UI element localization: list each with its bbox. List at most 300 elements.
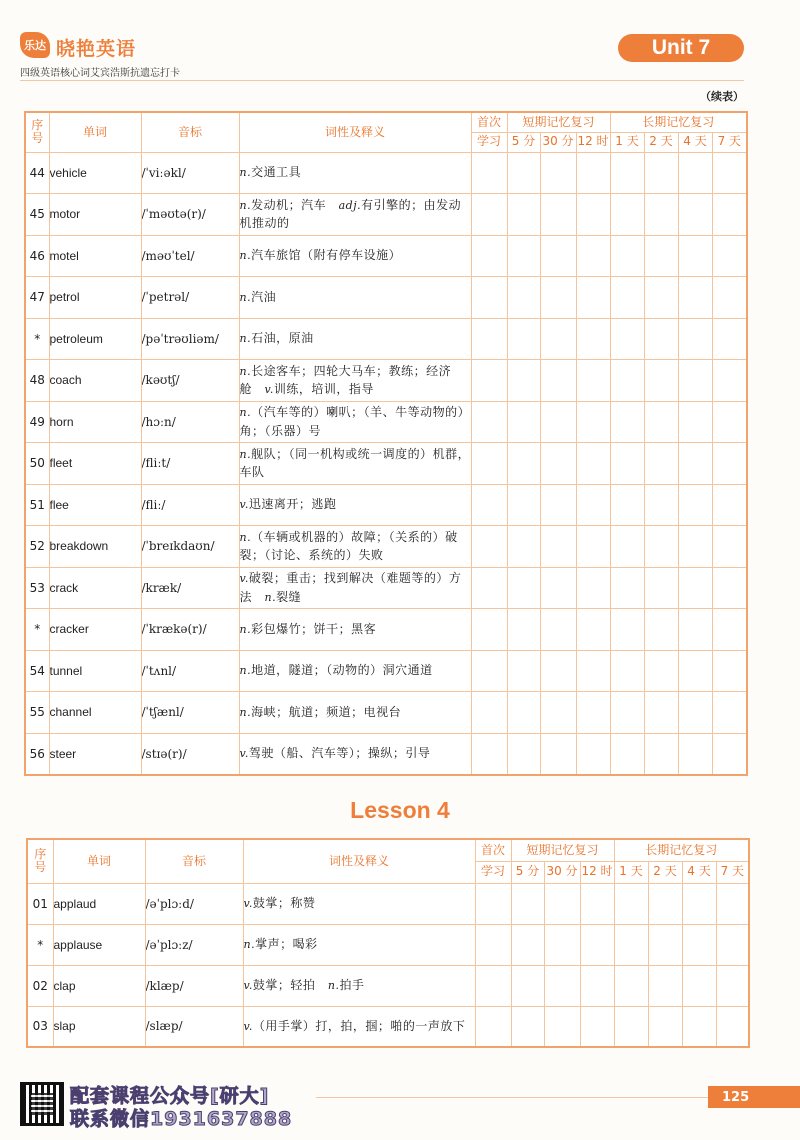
header-long-4d: 4 天 [682, 861, 716, 883]
review-cell-first-study[interactable] [471, 152, 507, 194]
review-cell-first-study[interactable] [471, 277, 507, 319]
table-row [25, 650, 747, 692]
review-cell-short-5min[interactable] [511, 883, 544, 924]
review-cell-short-30min[interactable] [544, 883, 580, 924]
vocab-table-unit7 [24, 111, 748, 776]
review-cell-first-study[interactable] [475, 965, 511, 1006]
row-number: 47 [25, 277, 49, 319]
review-cell-long-2d[interactable] [648, 965, 682, 1006]
review-cell-first-study[interactable] [475, 883, 511, 924]
row-number: * [27, 924, 53, 965]
table-row [25, 401, 747, 443]
review-cell-first-study[interactable] [471, 360, 507, 402]
review-cell-short-30min[interactable] [544, 924, 580, 965]
review-cell-long-4d[interactable] [678, 650, 712, 692]
word-cell: fleet [49, 443, 141, 485]
word-cell: tunnel [49, 650, 141, 692]
phonetic-cell: /ˈkrækə(r)/ [141, 609, 239, 651]
definition-text: 有引擎的；由发动机推动的 [239, 197, 462, 231]
part-of-speech: v. [239, 498, 249, 512]
part-of-speech: n. [239, 664, 252, 678]
review-cell-short-12h[interactable] [580, 1006, 614, 1047]
review-cell-long-2d[interactable] [644, 650, 678, 692]
review-cell-short-5min[interactable] [507, 567, 540, 609]
review-cell-first-study[interactable] [471, 692, 507, 734]
definition-text: 汽车旅馆（附有停车设施） [251, 248, 402, 263]
review-cell-long-7d[interactable] [712, 733, 747, 775]
review-cell-short-5min[interactable] [507, 401, 540, 443]
review-cell-long-1d[interactable] [610, 443, 644, 485]
definition-cell [243, 1006, 475, 1047]
review-cell-short-12h[interactable] [576, 443, 610, 485]
review-cell-long-7d[interactable] [712, 650, 747, 692]
review-cell-long-2d[interactable] [644, 152, 678, 194]
definition-text: 地道，隧道；（动物的）洞穴通道 [251, 663, 433, 678]
part-of-speech: n. [239, 705, 252, 719]
review-cell-short-5min[interactable] [507, 235, 540, 277]
header-long-1d: 1 天 [610, 132, 644, 152]
part-of-speech: n. [264, 590, 277, 604]
review-cell-long-7d[interactable] [712, 401, 747, 443]
table-row [27, 924, 749, 965]
review-cell-short-5min[interactable] [507, 692, 540, 734]
word-cell: breakdown [49, 526, 141, 568]
review-cell-short-12h[interactable] [576, 609, 610, 651]
review-cell-short-5min[interactable] [507, 733, 540, 775]
header-divider [20, 80, 744, 81]
part-of-speech: n. [239, 198, 252, 212]
review-cell-short-5min[interactable] [507, 194, 540, 236]
definition-text: 海峡；航道；频道；电视台 [251, 704, 402, 719]
review-cell-short-30min[interactable] [540, 318, 576, 360]
word-cell: flee [49, 484, 141, 526]
review-cell-long-4d[interactable] [678, 235, 712, 277]
word-cell: motor [49, 194, 141, 236]
review-cell-long-7d[interactable] [712, 318, 747, 360]
review-cell-short-30min[interactable] [540, 401, 576, 443]
review-cell-short-5min[interactable] [507, 526, 540, 568]
definition-cell [239, 152, 471, 194]
review-cell-long-1d[interactable] [614, 924, 648, 965]
row-number: 54 [25, 650, 49, 692]
part-of-speech: v. [264, 383, 274, 397]
review-cell-long-2d[interactable] [644, 526, 678, 568]
definition-text: 鼓掌；轻拍 [252, 978, 316, 993]
row-number: 50 [25, 443, 49, 485]
review-cell-long-4d[interactable] [682, 965, 716, 1006]
review-cell-short-12h[interactable] [576, 650, 610, 692]
review-cell-long-7d[interactable] [716, 924, 749, 965]
review-cell-first-study[interactable] [471, 526, 507, 568]
review-cell-short-5min[interactable] [507, 360, 540, 402]
part-of-speech: n. [239, 530, 252, 544]
review-cell-long-1d[interactable] [610, 526, 644, 568]
review-cell-long-7d[interactable] [712, 692, 747, 734]
definition-cell [239, 733, 471, 775]
part-of-speech: n. [239, 332, 252, 346]
part-of-speech: n. [327, 979, 340, 993]
review-cell-long-2d[interactable] [644, 443, 678, 485]
definition-cell [239, 277, 471, 319]
header-first-study-bottom: 学习 [475, 861, 511, 883]
table-row [25, 526, 747, 568]
phonetic-cell: /fliː/ [141, 484, 239, 526]
review-cell-long-1d[interactable] [610, 609, 644, 651]
table-row [25, 318, 747, 360]
phonetic-cell: /ˈtʃænl/ [141, 692, 239, 734]
word-cell: crack [49, 567, 141, 609]
review-cell-short-30min[interactable] [540, 567, 576, 609]
review-cell-short-30min[interactable] [540, 609, 576, 651]
review-cell-first-study[interactable] [471, 443, 507, 485]
word-cell: cracker [49, 609, 141, 651]
review-cell-long-7d[interactable] [712, 360, 747, 402]
review-cell-short-12h[interactable] [576, 235, 610, 277]
unit-badge: Unit 7 [618, 34, 744, 62]
table-row [25, 152, 747, 194]
row-number: 44 [25, 152, 49, 194]
word-cell: applause [53, 924, 145, 965]
review-cell-short-5min[interactable] [511, 1006, 544, 1047]
row-number: 56 [25, 733, 49, 775]
header-long-4d: 4 天 [678, 132, 712, 152]
header-long-7d: 7 天 [716, 861, 749, 883]
review-cell-long-7d[interactable] [712, 235, 747, 277]
review-cell-long-1d[interactable] [610, 277, 644, 319]
definition-cell [239, 484, 471, 526]
part-of-speech: v. [243, 897, 253, 911]
header-word: 单词 [53, 839, 145, 883]
promo-line-1: 配套课程公众号[研大] [70, 1085, 270, 1107]
review-cell-first-study[interactable] [471, 733, 507, 775]
header-short-5min: 5 分 [511, 861, 544, 883]
review-cell-long-2d[interactable] [644, 277, 678, 319]
review-cell-long-2d[interactable] [644, 194, 678, 236]
row-number: 49 [25, 401, 49, 443]
word-cell: petroleum [49, 318, 141, 360]
review-cell-short-30min[interactable] [540, 484, 576, 526]
review-cell-first-study[interactable] [471, 194, 507, 236]
review-cell-short-12h[interactable] [576, 194, 610, 236]
review-cell-short-12h[interactable] [576, 401, 610, 443]
review-cell-long-4d[interactable] [678, 526, 712, 568]
review-cell-long-4d[interactable] [678, 194, 712, 236]
review-cell-short-5min[interactable] [507, 484, 540, 526]
review-cell-long-7d[interactable] [712, 152, 747, 194]
table-row [25, 567, 747, 609]
review-cell-long-1d[interactable] [610, 194, 644, 236]
header-long-term: 长期记忆复习 [614, 839, 749, 861]
review-cell-long-7d[interactable] [712, 484, 747, 526]
review-cell-long-4d[interactable] [678, 567, 712, 609]
definition-text: 驾驶（船、汽车等）；操纵；引导 [248, 746, 431, 761]
definition-text: 训练，培训，指导 [273, 382, 374, 397]
part-of-speech: n. [239, 249, 252, 263]
phonetic-cell: /ˈməʊtə(r)/ [141, 194, 239, 236]
part-of-speech: v. [239, 747, 249, 761]
footer-divider [316, 1097, 708, 1098]
review-cell-short-30min[interactable] [540, 692, 576, 734]
phonetic-cell: /ˈviːəkl/ [141, 152, 239, 194]
header-short-12h: 12 时 [580, 861, 614, 883]
review-cell-short-12h[interactable] [580, 965, 614, 1006]
review-cell-long-4d[interactable] [678, 484, 712, 526]
review-cell-short-5min[interactable] [507, 152, 540, 194]
table-row [25, 609, 747, 651]
review-cell-long-2d[interactable] [644, 235, 678, 277]
phonetic-cell: /əˈplɔːd/ [145, 883, 243, 924]
review-cell-long-2d[interactable] [644, 318, 678, 360]
review-cell-long-7d[interactable] [712, 194, 747, 236]
part-of-speech: n. [239, 622, 252, 636]
part-of-speech: n. [239, 290, 252, 304]
header-long-term: 长期记忆复习 [610, 112, 747, 132]
review-cell-short-30min[interactable] [540, 733, 576, 775]
review-cell-short-30min[interactable] [540, 443, 576, 485]
header-short-30min: 30 分 [540, 132, 576, 152]
review-cell-long-2d[interactable] [644, 401, 678, 443]
table-row [25, 360, 747, 402]
review-cell-short-30min[interactable] [540, 526, 576, 568]
review-cell-long-1d[interactable] [610, 360, 644, 402]
review-cell-long-2d[interactable] [644, 567, 678, 609]
review-cell-first-study[interactable] [471, 235, 507, 277]
phonetic-cell: /kræk/ [141, 567, 239, 609]
header-word: 单词 [49, 112, 141, 152]
review-cell-long-1d[interactable] [610, 235, 644, 277]
definition-cell [239, 692, 471, 734]
page-number: 125 [708, 1086, 800, 1108]
definition-cell [239, 443, 471, 485]
header-short-30min: 30 分 [544, 861, 580, 883]
word-cell: applaud [53, 883, 145, 924]
review-cell-short-5min[interactable] [507, 443, 540, 485]
review-cell-first-study[interactable] [471, 484, 507, 526]
word-cell: vehicle [49, 152, 141, 194]
review-cell-long-1d[interactable] [614, 965, 648, 1006]
definition-cell [243, 965, 475, 1006]
qr-code [20, 1082, 64, 1126]
definition-cell [243, 924, 475, 965]
part-of-speech: n. [239, 364, 252, 378]
review-cell-long-1d[interactable] [610, 318, 644, 360]
definition-text: 破裂；重击；找到解决（难题等的）方法 [239, 571, 462, 604]
review-cell-short-12h[interactable] [580, 924, 614, 965]
word-cell: steer [49, 733, 141, 775]
phonetic-cell: /ˈbreɪkdaʊn/ [141, 526, 239, 568]
review-cell-long-1d[interactable] [614, 883, 648, 924]
review-cell-long-2d[interactable] [648, 924, 682, 965]
review-cell-short-5min[interactable] [511, 965, 544, 1006]
word-cell: channel [49, 692, 141, 734]
review-cell-first-study[interactable] [471, 567, 507, 609]
word-cell: clap [53, 965, 145, 1006]
row-number: 01 [27, 883, 53, 924]
review-cell-long-4d[interactable] [678, 277, 712, 319]
phonetic-cell: /klæp/ [145, 965, 243, 1006]
review-cell-long-1d[interactable] [610, 692, 644, 734]
header-def: 词性及释义 [239, 112, 471, 152]
definition-text: 迅速离开；逃跑 [248, 497, 337, 512]
review-cell-long-4d[interactable] [678, 152, 712, 194]
review-cell-short-30min[interactable] [540, 194, 576, 236]
definition-cell [239, 401, 471, 443]
review-cell-long-2d[interactable] [644, 484, 678, 526]
phonetic-cell: /məʊˈtel/ [141, 235, 239, 277]
row-number: 51 [25, 484, 49, 526]
review-cell-first-study[interactable] [471, 609, 507, 651]
row-number: * [25, 318, 49, 360]
table-row [25, 484, 747, 526]
definition-cell [239, 360, 471, 402]
part-of-speech: v. [243, 979, 253, 993]
review-cell-short-30min[interactable] [540, 235, 576, 277]
row-number: 03 [27, 1006, 53, 1047]
review-cell-short-12h[interactable] [576, 318, 610, 360]
definition-cell [239, 650, 471, 692]
definition-text: （车辆或机器的）故障；（关系的）破裂；（讨论、系统的）失败 [239, 529, 458, 563]
review-cell-short-30min[interactable] [544, 1006, 580, 1047]
header-ipa: 音标 [141, 112, 239, 152]
review-cell-short-30min[interactable] [544, 965, 580, 1006]
review-cell-long-1d[interactable] [610, 650, 644, 692]
header-num: 序 号 [25, 112, 49, 152]
review-cell-long-4d[interactable] [682, 1006, 716, 1047]
part-of-speech: v. [239, 572, 249, 586]
phonetic-cell: /stɪə(r)/ [141, 733, 239, 775]
phonetic-cell: /hɔːn/ [141, 401, 239, 443]
header-first-study-top: 首次 [475, 839, 511, 861]
row-number: 53 [25, 567, 49, 609]
review-cell-short-5min[interactable] [507, 318, 540, 360]
review-cell-short-12h[interactable] [580, 883, 614, 924]
word-cell: coach [49, 360, 141, 402]
part-of-speech: n. [239, 447, 252, 461]
part-of-speech: n. [239, 166, 252, 180]
review-cell-short-30min[interactable] [540, 650, 576, 692]
review-cell-short-5min[interactable] [507, 609, 540, 651]
review-cell-first-study[interactable] [471, 401, 507, 443]
lesson-title: Lesson 4 [350, 797, 450, 823]
brand-subtitle: 四级英语核心词艾宾浩斯抗遗忘打卡 [20, 68, 180, 79]
promo-line-2: 联系微信1931637888 [70, 1108, 293, 1130]
table-row [25, 692, 747, 734]
review-cell-long-2d[interactable] [648, 1006, 682, 1047]
header-ipa: 音标 [145, 839, 243, 883]
table-row [25, 733, 747, 775]
review-cell-long-4d[interactable] [678, 733, 712, 775]
review-cell-long-7d[interactable] [712, 567, 747, 609]
review-cell-long-4d[interactable] [678, 443, 712, 485]
review-cell-long-4d[interactable] [682, 924, 716, 965]
review-cell-short-30min[interactable] [540, 360, 576, 402]
definition-text: 鼓掌；称赞 [252, 896, 316, 911]
review-cell-short-30min[interactable] [540, 152, 576, 194]
review-cell-long-7d[interactable] [716, 883, 749, 924]
definition-text: 彩包爆竹；饼干；黑客 [251, 621, 377, 636]
row-number: 02 [27, 965, 53, 1006]
review-cell-short-12h[interactable] [576, 360, 610, 402]
review-cell-long-4d[interactable] [678, 692, 712, 734]
table-row [25, 443, 747, 485]
review-cell-long-1d[interactable] [610, 733, 644, 775]
part-of-speech: n. [243, 938, 256, 952]
brand-logo: 乐达 [20, 32, 50, 58]
review-cell-short-12h[interactable] [576, 484, 610, 526]
word-cell: motel [49, 235, 141, 277]
header-long-2d: 2 天 [648, 861, 682, 883]
definition-text: （用手掌）打，拍，掴；啪的一声放下 [252, 1018, 466, 1033]
header-short-5min: 5 分 [507, 132, 540, 152]
review-cell-long-2d[interactable] [648, 883, 682, 924]
header-def: 词性及释义 [243, 839, 475, 883]
table-row [27, 965, 749, 1006]
definition-text: 长途客车；四轮大马车；教练；经济舱 [239, 363, 452, 397]
review-cell-long-1d[interactable] [610, 567, 644, 609]
header-long-7d: 7 天 [712, 132, 747, 152]
review-cell-first-study[interactable] [475, 924, 511, 965]
review-cell-long-4d[interactable] [678, 401, 712, 443]
review-cell-first-study[interactable] [471, 650, 507, 692]
word-cell: petrol [49, 277, 141, 319]
review-cell-short-5min[interactable] [507, 650, 540, 692]
definition-cell [239, 526, 471, 568]
phonetic-cell: /əˈplɔːz/ [145, 924, 243, 965]
review-cell-short-30min[interactable] [540, 277, 576, 319]
continued-label: （续表） [700, 90, 744, 103]
review-cell-short-5min[interactable] [507, 277, 540, 319]
review-cell-first-study[interactable] [475, 1006, 511, 1047]
review-cell-long-1d[interactable] [610, 152, 644, 194]
review-cell-long-2d[interactable] [644, 733, 678, 775]
review-cell-short-12h[interactable] [576, 526, 610, 568]
review-cell-long-7d[interactable] [712, 277, 747, 319]
review-cell-short-5min[interactable] [511, 924, 544, 965]
row-number: 48 [25, 360, 49, 402]
review-cell-long-1d[interactable] [610, 484, 644, 526]
vocab-table-lesson4 [26, 838, 750, 1048]
review-cell-long-1d[interactable] [614, 1006, 648, 1047]
row-number: 55 [25, 692, 49, 734]
review-cell-long-2d[interactable] [644, 360, 678, 402]
review-cell-long-7d[interactable] [716, 1006, 749, 1047]
definition-text: 交通工具 [251, 165, 302, 180]
review-cell-long-7d[interactable] [712, 443, 747, 485]
definition-cell [243, 883, 475, 924]
row-number: * [25, 609, 49, 651]
review-cell-short-12h[interactable] [576, 567, 610, 609]
review-cell-long-4d[interactable] [678, 318, 712, 360]
review-cell-long-7d[interactable] [712, 526, 747, 568]
review-cell-long-7d[interactable] [716, 965, 749, 1006]
review-cell-first-study[interactable] [471, 318, 507, 360]
review-cell-long-2d[interactable] [644, 609, 678, 651]
review-cell-short-12h[interactable] [576, 277, 610, 319]
review-cell-short-12h[interactable] [576, 152, 610, 194]
review-cell-long-4d[interactable] [682, 883, 716, 924]
review-cell-long-1d[interactable] [610, 401, 644, 443]
phonetic-cell: /pəˈtrəʊliəm/ [141, 318, 239, 360]
review-cell-long-4d[interactable] [678, 360, 712, 402]
review-cell-long-7d[interactable] [712, 609, 747, 651]
definition-text: 裂缝 [276, 589, 302, 604]
review-cell-long-4d[interactable] [678, 609, 712, 651]
part-of-speech: v. [243, 1019, 253, 1033]
definition-text: 汽油 [251, 289, 277, 304]
review-cell-long-2d[interactable] [644, 692, 678, 734]
review-cell-short-12h[interactable] [576, 692, 610, 734]
review-cell-short-12h[interactable] [576, 733, 610, 775]
